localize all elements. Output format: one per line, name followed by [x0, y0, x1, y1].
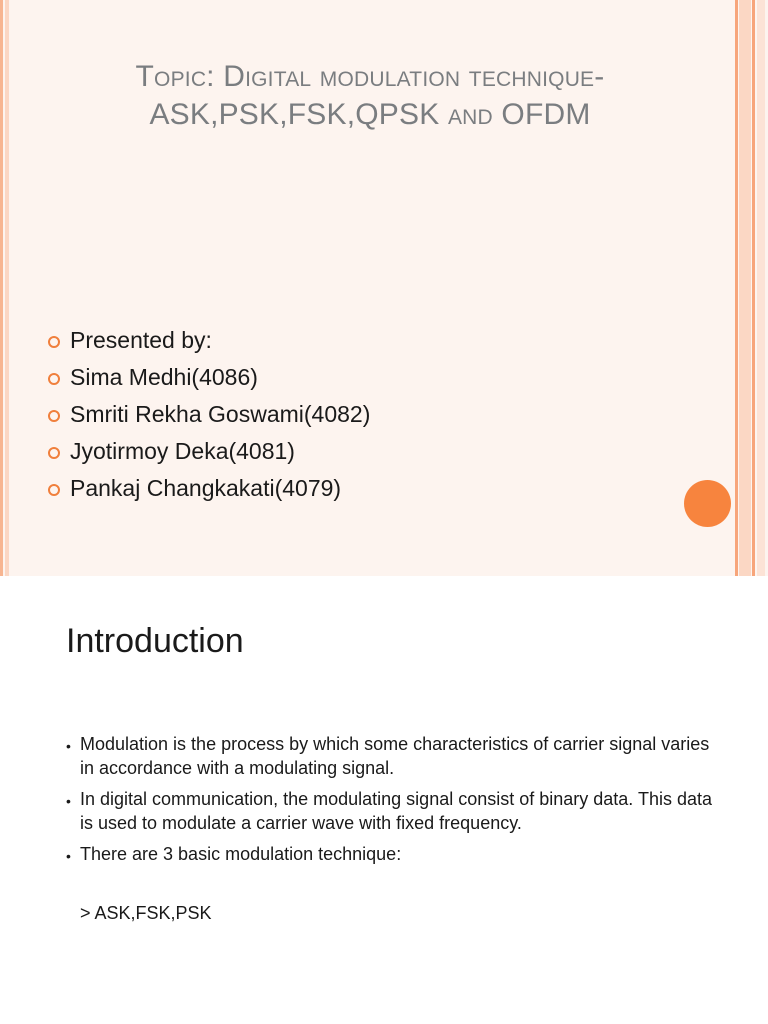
bullet-icon: • [66, 793, 71, 809]
circle-bullet-icon [48, 336, 60, 348]
circle-bullet-icon [48, 447, 60, 459]
list-item-text: In digital communication, the modulating signal consist of binary data. This data is used to modulate a carrier wave with fixed frequency. [80, 789, 713, 833]
left-border-stripe [0, 0, 3, 576]
bullet-icon: • [66, 738, 71, 754]
list-item [64, 732, 714, 780]
intro-points [64, 732, 714, 873]
introduction-slide [0, 576, 768, 1024]
right-border-stripe [752, 0, 755, 576]
list-item [46, 322, 370, 359]
list-item [46, 470, 370, 507]
right-border-stripe [739, 0, 751, 576]
list-item-text: Smriti Rekha Goswami(4082) [70, 401, 371, 427]
list-item-text: Jyotirmoy Deka(4081) [70, 438, 295, 464]
right-border-stripe [757, 0, 765, 576]
list-item [46, 433, 370, 470]
list-item [64, 842, 714, 866]
circle-bullet-icon [48, 410, 60, 422]
title-line-1: Topic: Digital modulation technique- [135, 60, 605, 93]
technique-list: > ASK,FSK,PSK [80, 903, 212, 923]
list-item-text: Modulation is the process by which some characteristics of carrier signal varies in accordance with a modulating signal. [80, 734, 710, 778]
list-item [46, 359, 370, 396]
title-line-2: ASK,PSK,FSK,QPSK and OFDM [149, 98, 591, 131]
circle-bullet-icon [48, 373, 60, 385]
circle-bullet-icon [48, 484, 60, 496]
list-item [46, 396, 370, 433]
bullet-icon: • [66, 848, 71, 864]
list-item-text: There are 3 basic modulation technique: [80, 844, 402, 864]
list-item-text: Presented by: [70, 327, 212, 353]
list-item-text: Pankaj Changkakati(4079) [70, 475, 342, 501]
slide-title [60, 58, 680, 134]
left-border-stripe [5, 0, 9, 576]
right-border-stripe [735, 0, 738, 576]
slide-heading: Introduction [66, 622, 244, 660]
list-item-text: Sima Medhi(4086) [70, 364, 258, 390]
orange-circle-decoration [684, 480, 731, 527]
list-item [64, 787, 714, 835]
presenter-list [46, 322, 370, 507]
